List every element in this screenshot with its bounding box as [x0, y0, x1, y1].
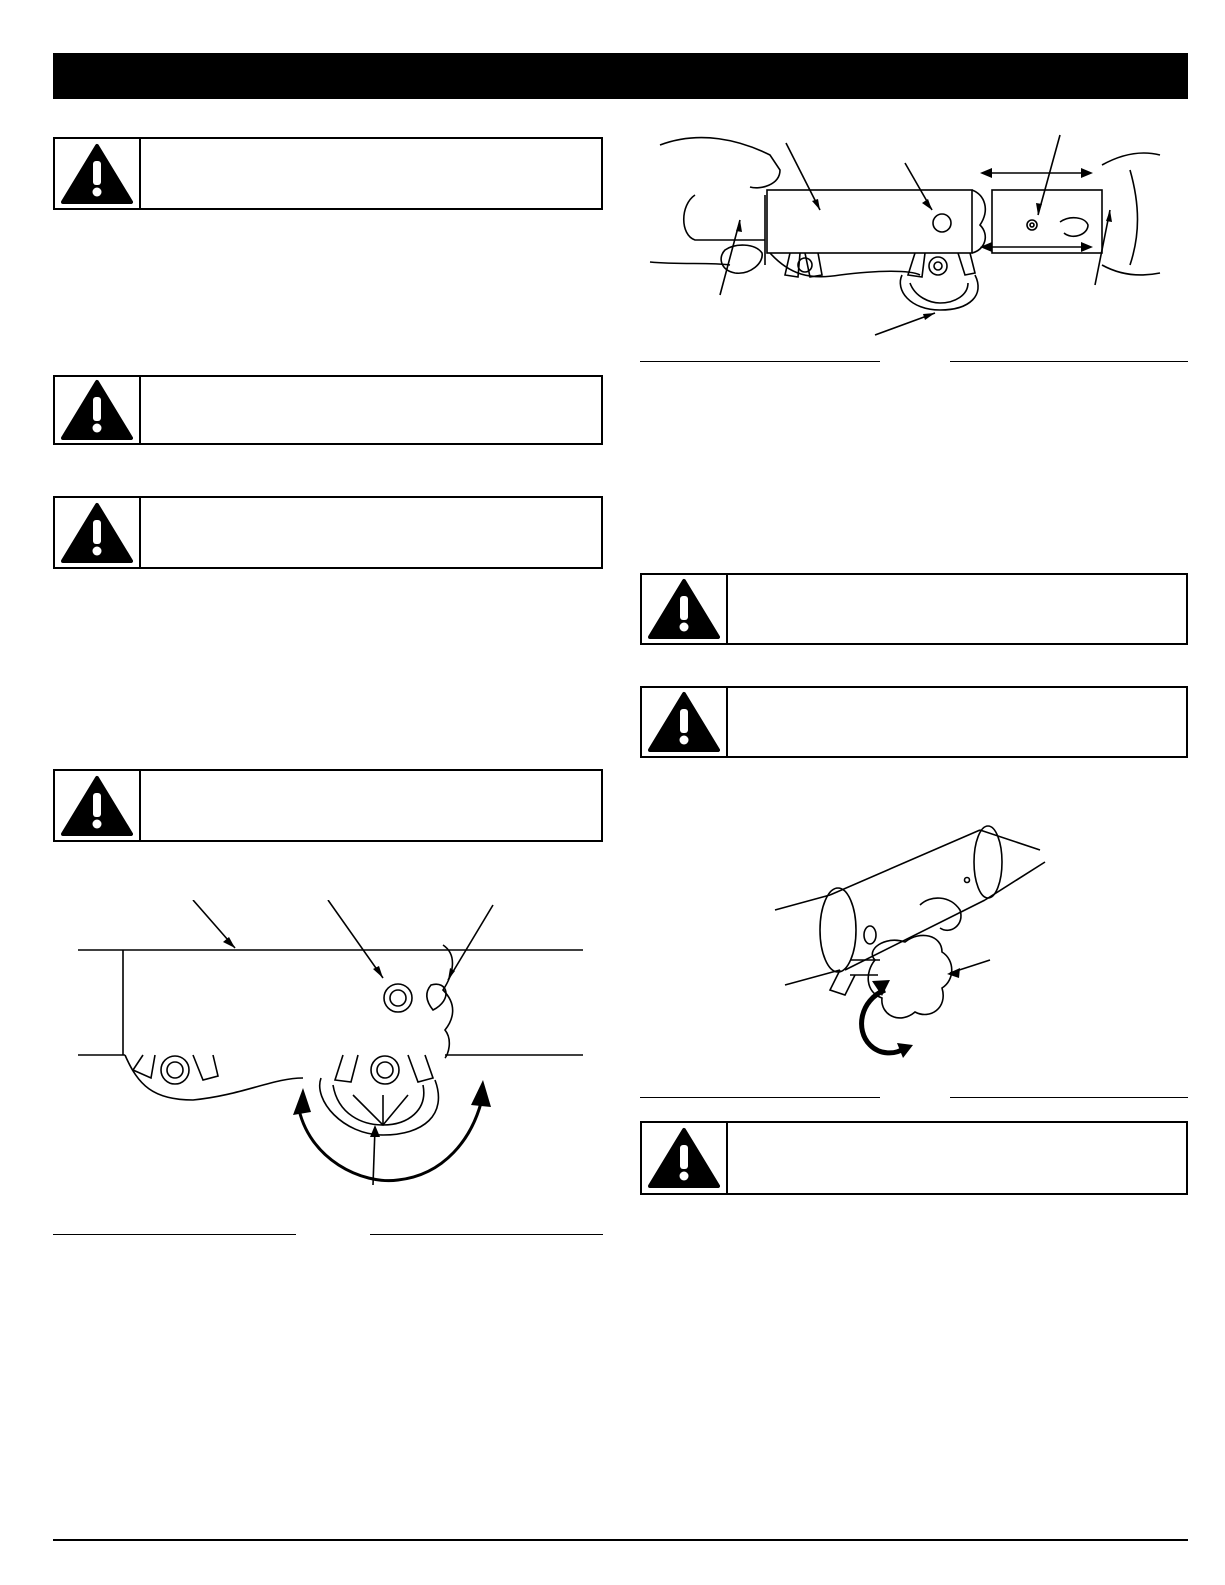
warning-triangle-icon	[648, 1127, 720, 1189]
figure-caption-rule	[53, 1234, 296, 1235]
figure-caption-rule	[950, 1097, 1188, 1098]
figure-coupler-hands	[640, 125, 1188, 355]
warning-box-1	[53, 137, 603, 210]
figure-caption-rule	[950, 361, 1188, 362]
warning-box-7	[640, 1121, 1188, 1195]
warning-box-6	[640, 686, 1188, 758]
figure-caption-rule	[370, 1234, 603, 1235]
warning-triangle-icon	[61, 775, 133, 837]
footer-rule	[53, 1539, 1188, 1541]
warning-triangle-icon	[61, 143, 133, 205]
figure-caption-rule	[640, 1097, 880, 1098]
section-header-bar	[53, 53, 1188, 99]
warning-triangle-icon	[648, 578, 720, 640]
warning-box-5	[640, 573, 1188, 645]
figure-caption-rule	[640, 361, 880, 362]
warning-triangle-icon	[61, 379, 133, 441]
figure-clamp-rotate	[53, 900, 603, 1220]
warning-triangle-icon	[648, 691, 720, 753]
warning-box-3	[53, 496, 603, 569]
warning-box-2	[53, 375, 603, 445]
figure-knob-shaft	[770, 810, 1060, 1075]
warning-box-4	[53, 769, 603, 842]
warning-triangle-icon	[61, 502, 133, 564]
